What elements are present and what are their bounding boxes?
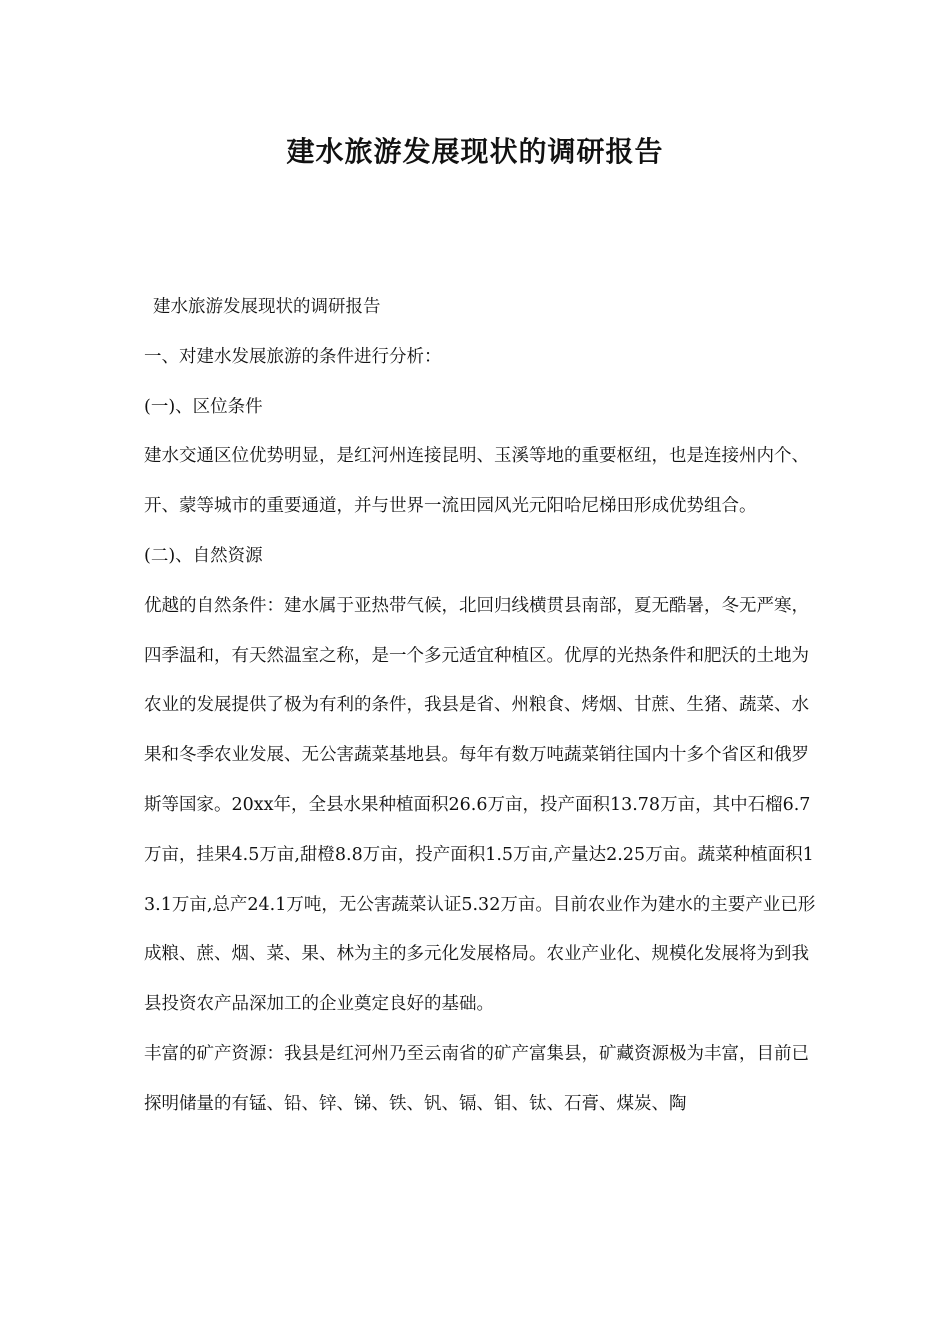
document-body: [144, 283, 824, 1130]
paragraph-natural-text: 优越的自然条件：建水属于亚热带气候，北回归线横贯县南部，夏无酷暑，冬无严寒，四季温和，有天然温室之称，是一个多元适宜种植区。优厚的光热条件和肥沃的土地为农业的发展提供了极为有利的条件，我县是省、州粮食、烤烟、甘蔗、生猪、蔬菜、水果和冬季农业发展、无公害蔬菜基地县。每年有数万吨蔬菜销往国内十多个省区和俄罗斯等国家。20xx年，全县水果种植面积26.6万亩，投产面积13.78万亩，其中石榴6.7万亩，挂果4.5万亩,甜橙8.8万亩，投产面积1.5万亩,产量达2.25万亩。蔬菜种植面积13.1万亩,总产24.1万吨，无公害蔬菜认证5.32万亩。目前农业作为建水的主要产业已形成粮、蔗、烟、菜、果、林为主的多元化发展格局。农业产业化、规模化发展将为到我县投资农产品深加工的企业奠定良好的基础。: [144, 595, 816, 1015]
document-title: 建水旅游发展现状的调研报告: [286, 135, 664, 168]
paragraph-subheading-natural: (二)、自然资源: [144, 545, 263, 566]
paragraph-subtitle: 建水旅游发展现状的调研报告: [153, 297, 381, 317]
paragraph-section-heading: 一、对建水发展旅游的条件进行分析：: [144, 346, 442, 367]
paragraph-mineral-text: 丰富的矿产资源：我县是红河州乃至云南省的矿产富集县，矿藏资源极为丰富，目前已探明储量的有锰、铅、锌、锑、铁、钒、镉、钼、钛、石膏、煤炭、陶: [144, 1043, 809, 1114]
paragraph-subheading-location: (一)、区位条件: [144, 396, 263, 417]
paragraph-location-text: 建水交通区位优势明显，是红河州连接昆明、玉溪等地的重要枢纽，也是连接州内个、开、蒙等城市的重要通道，并与世界一流田园风光元阳哈尼梯田形成优势组合。: [144, 446, 809, 517]
